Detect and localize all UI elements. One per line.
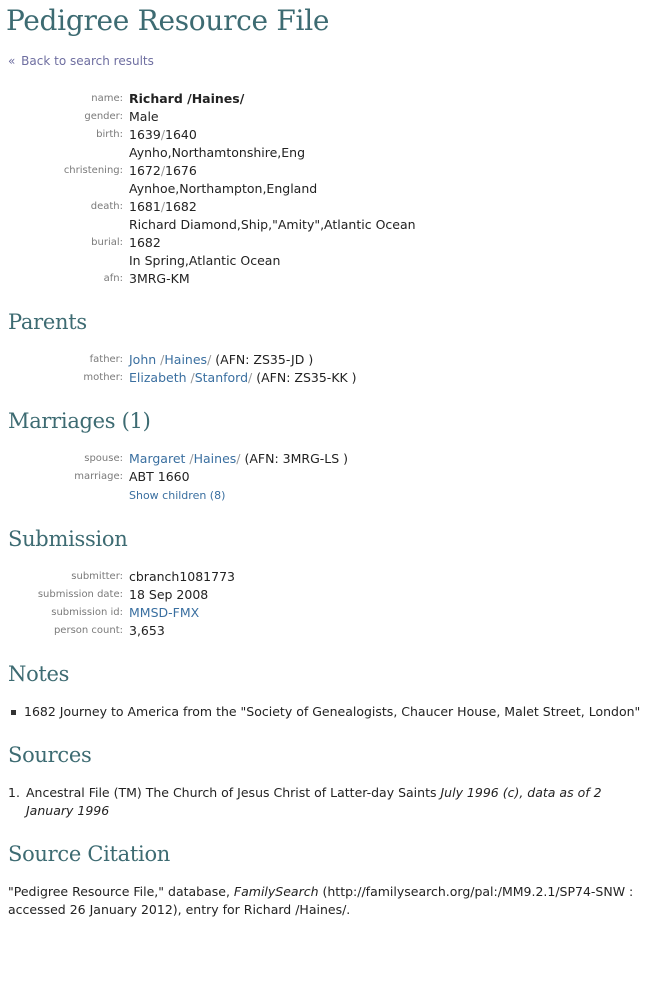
- birth-place: Aynho,Northamtonshire,Eng: [129, 145, 306, 160]
- father-afn: (AFN: ZS35-JD ): [215, 352, 314, 367]
- fact-row-submission-date: [8, 586, 235, 604]
- fact-row-gender: [8, 108, 416, 126]
- father-value: [129, 351, 357, 369]
- submission-id-label: submission id:: [51, 607, 123, 618]
- marriages-heading: Marriages (1): [8, 409, 151, 433]
- page: [0, 4, 662, 919]
- submission-date-value: 18 Sep 2008: [129, 587, 209, 602]
- christening-place: Aynhoe,Northampton,England: [129, 181, 318, 196]
- marriage-value: ABT 1660: [129, 469, 190, 484]
- citation-site: FamilySearch: [233, 884, 319, 899]
- submission-id-link[interactable]: MMSD-FMX: [129, 605, 200, 620]
- fact-row-death: [8, 198, 416, 234]
- mother-afn: (AFN: ZS35-KK ): [256, 370, 357, 385]
- person-count-label: person count:: [53, 625, 123, 636]
- parents-heading: Parents: [8, 310, 87, 334]
- sources-heading: Sources: [8, 743, 92, 767]
- birth-value: 1639/1640 Aynho,Northamtonshire,Eng: [129, 127, 306, 160]
- notes-heading: Notes: [8, 662, 70, 686]
- fact-row-mother: [8, 369, 357, 387]
- mother-link[interactable]: Elizabeth /Stanford/: [129, 370, 253, 385]
- note-item: 1682 Journey to America from the "Society of Genealogists, Chaucer House, Malet Street, London": [24, 703, 654, 721]
- fact-row-spouse: [8, 450, 348, 468]
- citation-heading: Source Citation: [8, 842, 171, 866]
- christening-value: 1672/1676 Aynhoe,Northampton,England: [129, 163, 318, 196]
- submitter-value: cbranch1081773: [129, 569, 235, 584]
- name-label: name:: [91, 93, 123, 104]
- burial-label: burial:: [91, 237, 123, 248]
- christening-label: christening:: [63, 165, 123, 176]
- submission-heading: Submission: [8, 527, 128, 551]
- source-date: July 1996 (c), data as of 2 January 1996: [26, 785, 602, 818]
- citation-section: [8, 842, 654, 919]
- sources-section: [8, 743, 654, 820]
- back-to-search-link[interactable]: [8, 54, 654, 68]
- mother-value: [129, 369, 357, 387]
- fact-row-afn: [8, 270, 416, 288]
- fact-row-submitter: [8, 568, 235, 586]
- death-value: 1681/1682 Richard Diamond,Ship,"Amity",Atlantic Ocean: [129, 199, 416, 232]
- father-link[interactable]: John /Haines/: [129, 352, 212, 367]
- vital-facts: [8, 90, 416, 288]
- afn-value: 3MRG-KM: [129, 271, 190, 286]
- gender-value: Male: [129, 109, 159, 124]
- afn-label: afn:: [103, 273, 123, 284]
- parents-section: [8, 310, 654, 387]
- death-label: death:: [90, 201, 123, 212]
- fact-row-person-count: [8, 622, 235, 640]
- spouse-link[interactable]: Margaret /Haines/: [129, 451, 241, 466]
- back-link-label: Back to search results: [21, 54, 154, 68]
- marriages-facts: [8, 450, 348, 505]
- back-arrow-icon: «: [8, 54, 16, 68]
- children-label-spacer: [8, 486, 129, 505]
- spouse-afn: (AFN: 3MRG-LS ): [244, 451, 349, 466]
- sources-list: [8, 784, 654, 820]
- fact-row-christening: [8, 162, 416, 198]
- marriage-label: marriage:: [74, 471, 123, 482]
- show-children-link[interactable]: Show children (8): [129, 489, 226, 502]
- burial-place: In Spring,Atlantic Ocean: [129, 253, 281, 268]
- source-item: [8, 784, 621, 820]
- fact-row-birth: [8, 126, 416, 162]
- death-place: Richard Diamond,Ship,"Amity",Atlantic Ocean: [129, 217, 416, 232]
- submission-facts: [8, 568, 235, 640]
- fact-row-submission-id: [8, 604, 235, 622]
- person-name: Richard /Haines/: [129, 91, 245, 106]
- fact-row-children: [8, 486, 348, 505]
- notes-list: [8, 703, 654, 721]
- fact-row-marriage: [8, 468, 348, 486]
- fact-row-father: [8, 351, 357, 369]
- submission-date-label: submission date:: [37, 589, 123, 600]
- father-label: father:: [89, 354, 123, 365]
- submission-section: [8, 527, 654, 640]
- gender-label: gender:: [84, 111, 123, 122]
- burial-value: 1682 In Spring,Atlantic Ocean: [129, 235, 281, 268]
- citation-text: "Pedigree Resource File," database, FamilySearch (http://familysearch.org/pal:/MM9.2.1/SP74-SNW : accessed 26 January 2012), entry for Richard /Haines/.: [8, 884, 634, 917]
- mother-label: mother:: [83, 372, 123, 383]
- fact-row-name: [8, 90, 416, 108]
- spouse-value: [129, 450, 348, 468]
- page-title: Pedigree Resource File: [6, 4, 330, 37]
- person-count-value: 3,653: [129, 623, 165, 638]
- fact-row-burial: [8, 234, 416, 270]
- submitter-label: submitter:: [71, 571, 123, 582]
- parents-facts: [8, 351, 357, 387]
- notes-section: [8, 662, 654, 721]
- spouse-label: spouse:: [84, 453, 123, 464]
- birth-label: birth:: [96, 129, 123, 140]
- source-text: Ancestral File (TM) The Church of Jesus Christ of Latter-day Saints: [26, 785, 437, 800]
- source-number: 1.: [8, 785, 20, 800]
- marriages-section: [8, 409, 654, 505]
